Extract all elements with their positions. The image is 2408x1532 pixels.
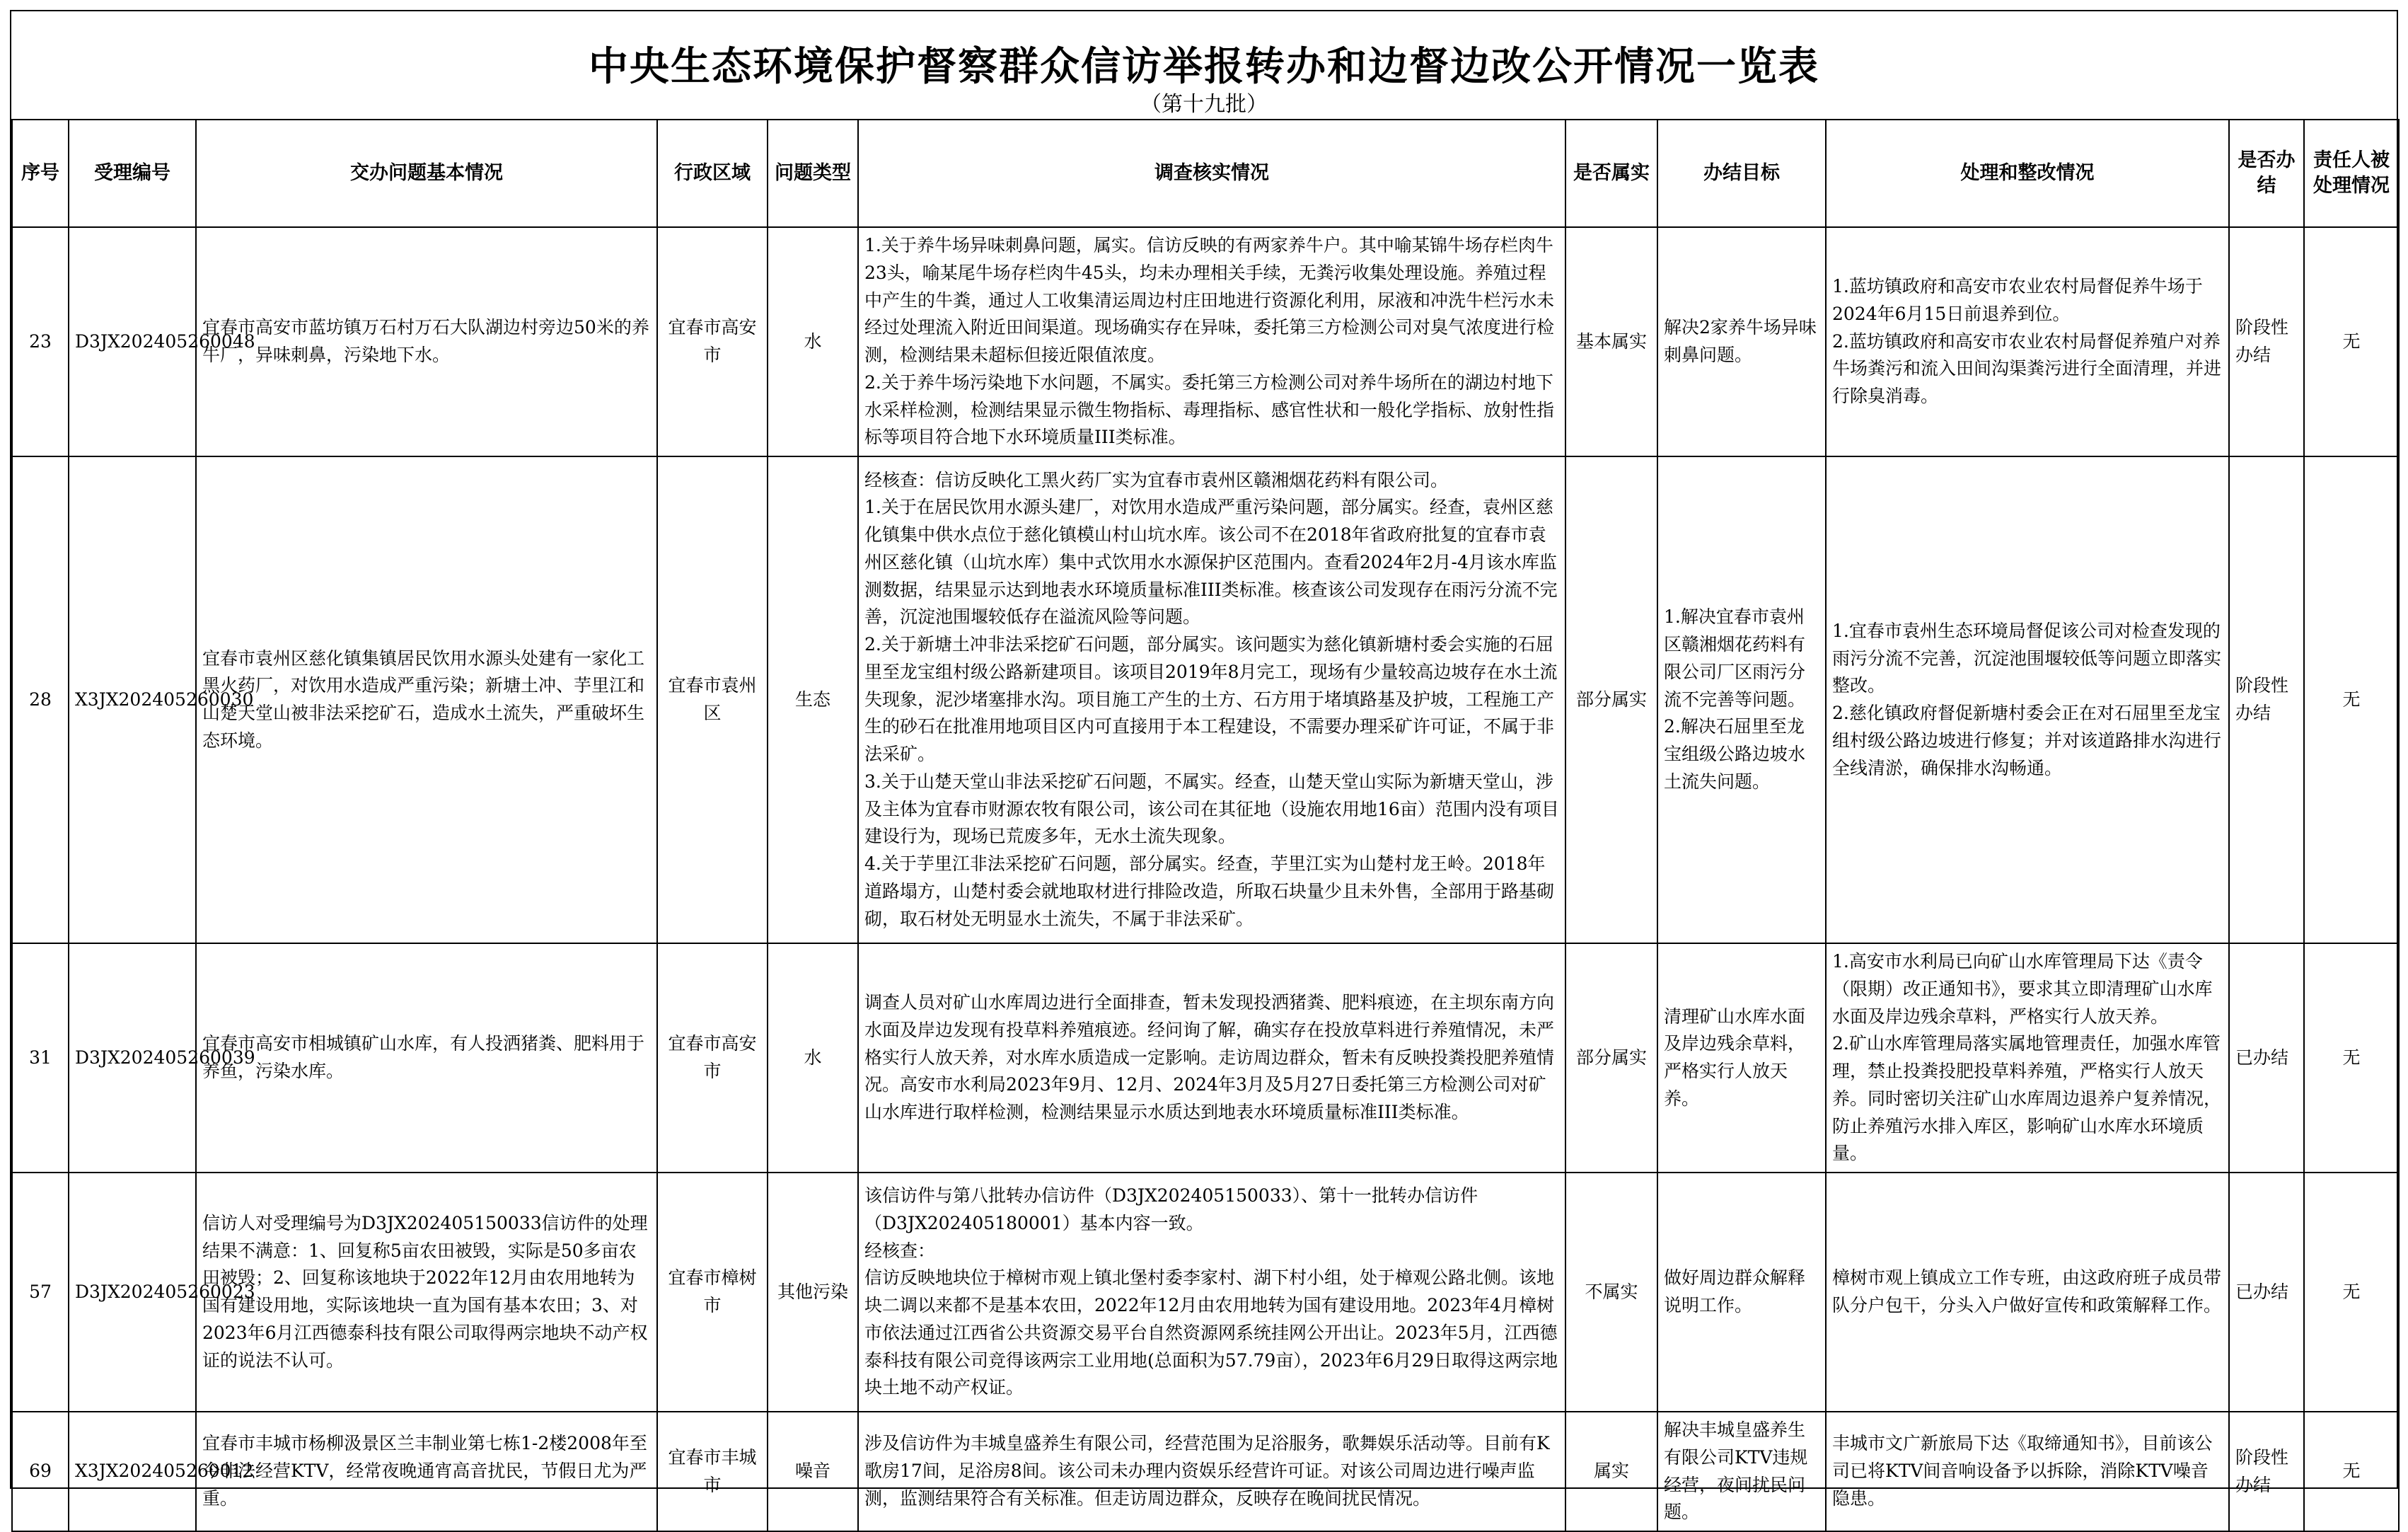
- cell-id: X3JX202405260030: [69, 456, 196, 943]
- cell-type: 噪音: [768, 1412, 858, 1531]
- cell-investigation: [858, 943, 1565, 1173]
- col-header-verified: 是否属实: [1565, 120, 1657, 227]
- investigation-paragraph: 2.关于新塘土冲非法采挖矿石问题，部分属实。该问题实为慈化镇新塘村委会实施的石屈里至龙宝组村级公路新建项目。该项目2019年8月完工，现场有少量较高边坡存在水土流失现象，泥沙堵塞排水沟。项目施工产生的土方、石方用于堵填路基及护坡，工程施工产生的砂石在批准用地项目区内可直接用于本工程建设，不需要办理采矿许可证，不属于非法采矿。: [864, 634, 1558, 765]
- cell-no: 57: [12, 1173, 69, 1412]
- cell-type: 水: [768, 227, 858, 456]
- cell-region: 宜春市高安市: [657, 943, 768, 1173]
- rectification-paragraph: 2.矿山水库管理局落实属地管理责任，加强水库管理，禁止投粪投肥投草料养殖，严格实行人放天养。同时密切关注矿山水库周边退养户复养情况，防止养殖污水排入库区，影响矿山水库水环境质量。: [1832, 1033, 2222, 1164]
- cell-verified: 属实: [1565, 1412, 1657, 1531]
- investigation-paragraph: 经核查：信访反映化工黑火药厂实为宜春市袁州区赣湘烟花药料有限公司。: [864, 469, 1449, 490]
- col-header-issue: 交办问题基本情况: [196, 120, 657, 227]
- col-header-no: 序号: [12, 120, 69, 227]
- cell-id: D3JX202405260039: [69, 943, 196, 1173]
- cell-region: 宜春市樟树市: [657, 1173, 768, 1412]
- cell-closed: 已办结: [2229, 943, 2304, 1173]
- cell-region: 宜春市高安市: [657, 227, 768, 456]
- cell-closed: 阶段性办结: [2229, 456, 2304, 943]
- cell-no: 31: [12, 943, 69, 1173]
- target-paragraph: 解决2家养牛场异味刺鼻问题。: [1664, 317, 1817, 365]
- cell-investigation: [858, 1173, 1565, 1412]
- col-header-type: 问题类型: [768, 120, 858, 227]
- report-table: [11, 119, 2400, 1532]
- cell-id: D3JX202405260048: [69, 227, 196, 456]
- table-row: [12, 943, 2399, 1173]
- cell-id: D3JX202405260023: [69, 1173, 196, 1412]
- cell-closed: 已办结: [2229, 1173, 2304, 1412]
- target-paragraph: 做好周边群众解释说明工作。: [1664, 1267, 1806, 1315]
- target-paragraph: 解决丰城皇盛养生有限公司KTV违规经营，夜间扰民问题。: [1664, 1419, 1808, 1523]
- investigation-paragraph: 经核查：: [864, 1240, 936, 1261]
- cell-type: 水: [768, 943, 858, 1173]
- cell-issue: 宜春市袁州区慈化镇集镇居民饮用水源头处建有一家化工黑火药厂，对饮用水造成严重污染；新塘土冲、芋里江和山楚天堂山被非法采挖矿石，造成水土流失，严重破坏生态环境。: [196, 456, 657, 943]
- cell-target: [1657, 456, 1826, 943]
- investigation-paragraph: 2.关于养牛场污染地下水问题，不属实。委托第三方检测公司对养牛场所在的湖边村地下水采样检测，检测结果显示微生物指标、毒理指标、感官性状和一般化学指标、放射性指标等项目符合地下水环境质量III类标准。: [864, 372, 1555, 448]
- investigation-paragraph: 3.关于山楚天堂山非法采挖矿石问题，不属实。经查，山楚天堂山实际为新塘天堂山，涉及主体为宜春市财源农牧有限公司，该公司在其征地（设施农用地16亩）范围内没有项目建设行为，现场已荒废多年，无水土流失现象。: [864, 771, 1559, 847]
- cell-closed: 阶段性办结: [2229, 1412, 2304, 1531]
- cell-issue: 宜春市丰城市杨柳汲景区兰丰制业第七栋1-2楼2008年至今非法经营KTV，经常夜晚通宵高音扰民，节假日尤为严重。: [196, 1412, 657, 1531]
- cell-no: 23: [12, 227, 69, 456]
- cell-type: 生态: [768, 456, 858, 943]
- cell-investigation: [858, 227, 1565, 456]
- cell-region: 宜春市丰城市: [657, 1412, 768, 1531]
- table-row: [12, 227, 2399, 456]
- cell-verified: 部分属实: [1565, 456, 1657, 943]
- page-title: 中央生态环境保护督察群众信访举报转办和边督边改公开情况一览表: [589, 44, 1819, 90]
- investigation-paragraph: 信访反映地块位于樟树市观上镇北堡村委李家村、湖下村小组，处于樟观公路北侧。该地块二调以来都不是基本农田，2022年12月由农用地转为国有建设用地。2023年4月樟树市依法通过江西省公共资源交易平台自然资源网系统挂网公开出让。2023年5月，江西德泰科技有限公司竞得该两宗工业用地(总面积为57.79亩），2023年6月29日取得这两宗地块土地不动产权证。: [864, 1267, 1558, 1398]
- cell-issue: 宜春市高安市相城镇矿山水库，有人投洒猪粪、肥料用于养鱼，污染水库。: [196, 943, 657, 1173]
- investigation-paragraph: 4.关于芋里江非法采挖矿石问题，部分属实。经查，芋里江实为山楚村龙王岭。2018年道路塌方，山楚村委会就地取材进行排险改造，所取石块量少且未外售，全部用于路基砌砌，取石材处无明显水土流失，不属于非法采矿。: [864, 853, 1555, 929]
- cell-type: 其他污染: [768, 1173, 858, 1412]
- rectification-paragraph: 1.蓝坊镇政府和高安市农业农村局督促养牛场于2024年6月15日前退养到位。: [1832, 276, 2203, 324]
- cell-rectification: [1826, 1173, 2229, 1412]
- cell-target: [1657, 227, 1826, 456]
- cell-accountability: 无: [2304, 456, 2399, 943]
- rectification-paragraph: 丰城市文广新旅局下达《取缔通知书》，目前该公司已将KTV间音响设备予以拆除，消除KTV噪音隐患。: [1832, 1433, 2213, 1509]
- col-header-target: 办结目标: [1657, 120, 1826, 227]
- rectification-paragraph: 1.高安市水利局已向矿山水库管理局下达《责令（限期）改正通知书》，要求其立即清理矿山水库水面及岸边残余草料，严格实行人放天养。: [1832, 951, 2213, 1027]
- table-body: [12, 227, 2399, 1531]
- cell-no: 28: [12, 456, 69, 943]
- investigation-paragraph: 该信访件与第八批转办信访件（D3JX202405150033）、第十一批转办信访件（D3JX202405180001）基本内容一致。: [864, 1185, 1478, 1233]
- document-sheet: [10, 10, 2398, 1523]
- cell-verified: 部分属实: [1565, 943, 1657, 1173]
- col-header-id: 受理编号: [69, 120, 196, 227]
- rectification-paragraph: 1.宜春市袁州生态环境局督促该公司对检查发现的雨污分流不完善，沉淀池围堰较低等问题立即落实整改。: [1832, 620, 2222, 696]
- cell-region: 宜春市袁州区: [657, 456, 768, 943]
- target-paragraph: 2.解决石屈里至龙宝组级公路边坡水土流失问题。: [1664, 716, 1806, 792]
- cell-accountability: 无: [2304, 1173, 2399, 1412]
- investigation-paragraph: 调查人员对矿山水库周边进行全面排查，暂未发现投洒猪粪、肥料痕迹，在主坝东南方向水面及岸边发现有投草料养殖痕迹。经问询了解，确实存在投放草料进行养殖情况，未严格实行人放天养，对水库水质造成一定影响。走访周边群众，暂未有反映投粪投肥养殖情况。高安市水利局2023年9月、12月、2024年3月及5月27日委托第三方检测公司对矿山水库进行取样检测，检测结果显示水质达到地表水环境质量标准III类标准。: [864, 992, 1555, 1123]
- col-header-region: 行政区域: [657, 120, 768, 227]
- cell-id: X3JX202405260012: [69, 1412, 196, 1531]
- cell-verified: 基本属实: [1565, 227, 1657, 456]
- cell-rectification: [1826, 227, 2229, 456]
- cell-rectification: [1826, 1412, 2229, 1531]
- target-paragraph: 1.解决宜春市袁州区赣湘烟花药料有限公司厂区雨污分流不完善等问题。: [1664, 606, 1806, 710]
- col-header-investigation: 调查核实情况: [858, 120, 1565, 227]
- cell-target: [1657, 1412, 1826, 1531]
- cell-issue: 宜春市高安市蓝坊镇万石村万石大队湖边村旁边50米的养牛厂，异味刺鼻，污染地下水。: [196, 227, 657, 456]
- cell-target: [1657, 943, 1826, 1173]
- cell-accountability: 无: [2304, 943, 2399, 1173]
- cell-investigation: [858, 1412, 1565, 1531]
- cell-rectification: [1826, 943, 2229, 1173]
- rectification-paragraph: 2.慈化镇政府督促新塘村委会正在对石屈里至龙宝组村级公路边坡进行修复；并对该道路排水沟进行全线清淤，确保排水沟畅通。: [1832, 703, 2222, 778]
- cell-accountability: 无: [2304, 1412, 2399, 1531]
- cell-rectification: [1826, 456, 2229, 943]
- page-subtitle: （第十九批）: [1140, 92, 1268, 117]
- col-header-accountability: 责任人被处理情况: [2304, 120, 2399, 227]
- table-row: [12, 456, 2399, 943]
- cell-issue: 信访人对受理编号为D3JX202405150033信访件的处理结果不满意：1、回复称5亩农田被毁，实际是50多亩农田被毁；2、回复称该地块于2022年12月由农用地转为国有建设用地，实际该地块一直为国有基本农田；3、对2023年6月江西德泰科技有限公司取得两宗地块不动产权证的说法不认可。: [196, 1173, 657, 1412]
- rectification-paragraph: 2.蓝坊镇政府和高安市农业农村局督促养殖户对养牛场粪污和流入田间沟渠粪污进行全面清理，并进行除臭消毒。: [1832, 330, 2222, 407]
- investigation-paragraph: 1.关于在居民饮用水源头建厂，对饮用水造成严重污染问题，部分属实。经查，袁州区慈化镇集中供水点位于慈化镇模山村山坑水库。该公司不在2018年省政府批复的宜春市袁州区慈化镇（山坑水库）集中式饮用水水源保护区范围内。查看2024年2月-4月该水库监测数据，结果显示达到地表水环境质量标准III类标准。核查该公司发现存在雨污分流不完善，沉淀池围堰较低存在溢流风险等问题。: [864, 497, 1558, 628]
- cell-verified: 不属实: [1565, 1173, 1657, 1412]
- investigation-paragraph: 1.关于养牛场异味刺鼻问题，属实。信访反映的有两家养牛户。其中喻某锦牛场存栏肉牛23头，喻某尾牛场存栏肉牛45头，均未办理相关手续，无粪污收集处理设施。养殖过程中产生的牛粪，通过人工收集清运周边村庄田地进行资源化利用，尿液和冲洗牛栏污水未经过处理流入附近田间渠道。现场确实存在异味，委托第三方检测公司对臭气浓度进行检测，检测结果未超标但接近限值浓度。: [864, 235, 1555, 365]
- rectification-paragraph: 樟树市观上镇成立工作专班，由这政府班子成员带队分户包干，分头入户做好宣传和政策解释工作。: [1832, 1267, 2222, 1315]
- cell-no: 69: [12, 1412, 69, 1531]
- table-header-row: [12, 120, 2399, 227]
- col-header-rectification: 处理和整改情况: [1826, 120, 2229, 227]
- cell-investigation: [858, 456, 1565, 943]
- investigation-paragraph: 涉及信访件为丰城皇盛养生有限公司，经营范围为足浴服务，歌舞娱乐活动等。目前有K歌房17间，足浴房8间。该公司未办理内资娱乐经营许可证。对该公司周边进行噪声监测，监测结果符合有关标准。但走访周边群众，反映存在晚间扰民情况。: [864, 1433, 1550, 1509]
- cell-target: [1657, 1173, 1826, 1412]
- table-row: [12, 1173, 2399, 1412]
- table-row: [12, 1412, 2399, 1531]
- col-header-closed: 是否办结: [2229, 120, 2304, 227]
- cell-accountability: 无: [2304, 227, 2399, 456]
- cell-closed: 阶段性办结: [2229, 227, 2304, 456]
- target-paragraph: 清理矿山水库水面及岸边残余草料，严格实行人放天养。: [1664, 1006, 1806, 1109]
